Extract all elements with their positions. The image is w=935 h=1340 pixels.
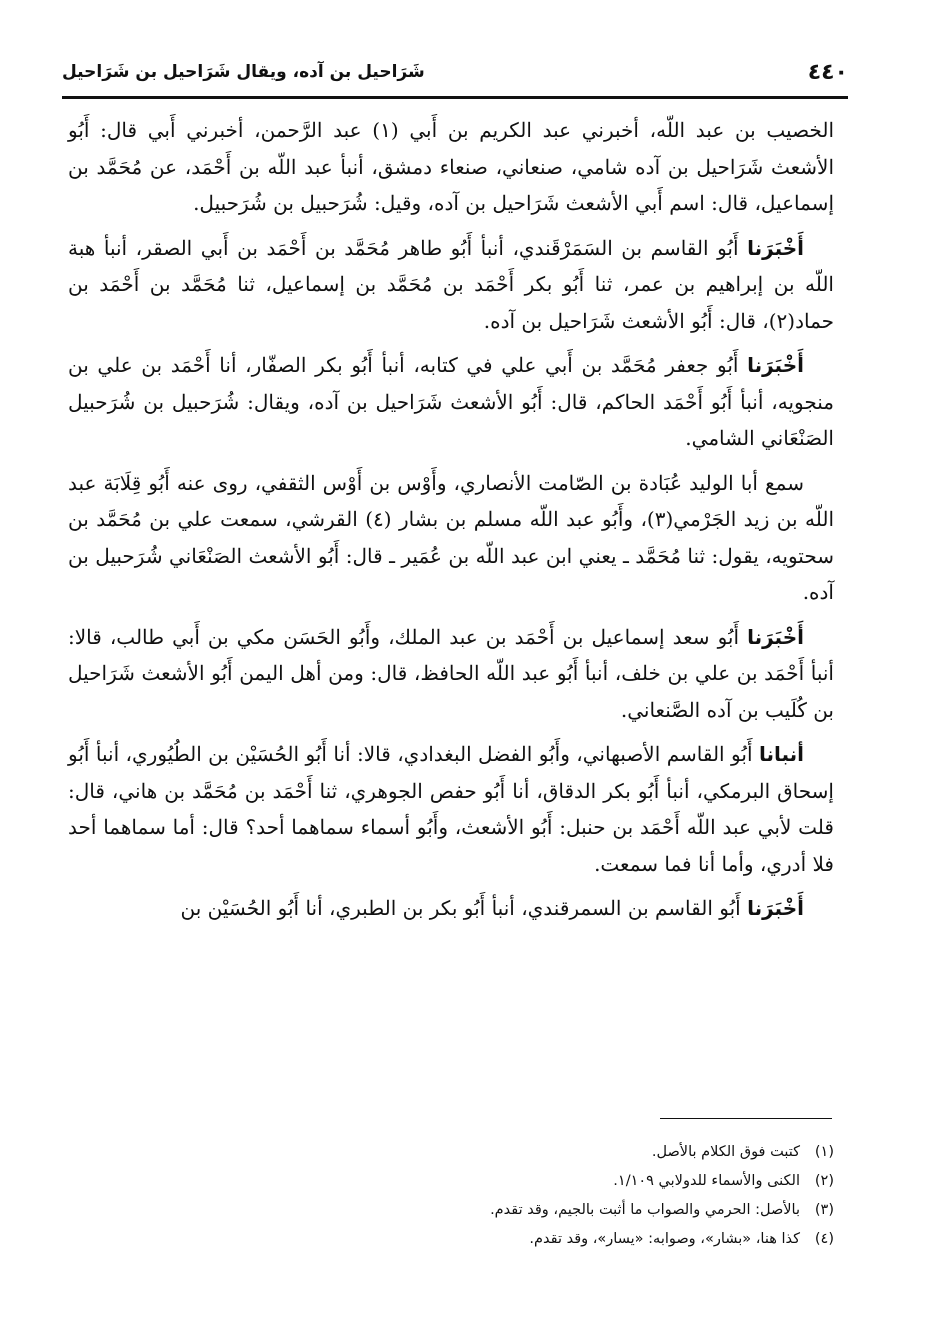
page-header [62, 56, 848, 96]
paragraph-text: أَبُو سعد إسماعيل بن أَحْمَد بن عبد الملك، وأَبُو الحَسَن مكي بن أَبي طالب، قالا: أنبأ أَحْمَد بن علي بن خلف، أنبأ أَبُو عبد اللّه الحافظ، قال: ومن أهل اليمن أَبُو الأشعث شَرَاحيل بن كُلَيب بن آده الصَّنعاني. [68, 624, 834, 722]
paragraph-text: أَبُو القاسم بن السمرقندي، أنبأ أَبُو بكر بن الطبري، أنا أَبُو الحُسَيْن بن [180, 896, 748, 920]
paragraph-text: الخصيب بن عبد اللّه، أخبرني عبد الكريم بن أَبي (١) عبد الرَّحمن، أخبرني أَبي قال: أَبُو الأشعث شَرَاحيل بن آده شامي، صنعاني، صنعاء دمشق، أنبأ عبد اللّه بن أَحْمَد، عن مُحَمَّد بن إسماعيل، قال: اسم أَبي الأشعث شَرَاحيل بن آده، وقيل: شُرَحبيل بن شُرَحبيل. [68, 118, 835, 215]
paragraph-7 [68, 890, 834, 927]
footnote-rule [660, 1118, 832, 1119]
main-text [68, 112, 834, 935]
footnote-number: (١) [814, 1144, 834, 1160]
lead-word: أَخْبَرَنا [747, 235, 805, 260]
paragraph-1 [68, 112, 834, 222]
footnote-number: (٣) [814, 1202, 834, 1218]
paragraph-text: أَبُو جعفر مُحَمَّد بن أَبي علي في كتابه، أنبأ أَبُو بكر الصفّار، أنا أَحْمَد بن علي بن منجويه، أنبأ أَبُو أَحْمَد الحاكم، قال: أَبُو الأشعث شَرَاحيل بن آده، ويقال: شُرَحبيل بن شُرَحبيل الصَنْعَاني الشامي. [68, 353, 834, 450]
footnote-text: الكنى والأسماء للدولابي ١/١٠٩. [613, 1173, 800, 1189]
header-rule [62, 96, 848, 99]
footnote-text: بالأصل: الحرمي والصواب ما أثبت بالجيم، وقد تقدم. [490, 1202, 800, 1218]
page-number: ٤٤٠ [807, 60, 848, 85]
lead-word: أَخْبَرَنا [747, 624, 804, 649]
lead-word: أنبانا [758, 742, 804, 766]
footnotes [200, 1138, 834, 1254]
lead-word: أَخْبَرَنا [747, 353, 804, 377]
footnote-text: كذا هنا، «بشار»، وصوابه: «يسار»، وقد تقدم. [529, 1231, 800, 1247]
footnote-text: كتبت فوق الكلام بالأصل. [651, 1144, 800, 1160]
footnote-2 [200, 1167, 834, 1196]
paragraph-6 [68, 736, 834, 882]
running-title: شَرَاحيل بن آده، ويقال شَرَاحيل بن شَرَاحيل [62, 62, 425, 82]
footnote-1 [200, 1138, 834, 1167]
footnote-4 [200, 1225, 834, 1254]
footnote-number: (٤) [814, 1231, 834, 1247]
paragraph-2 [68, 230, 834, 340]
paragraph-3 [68, 347, 834, 457]
paragraph-text: أَبُو القاسم بن السَمَرْقَندي، أنبأ أَبُو طاهر مُحَمَّد بن أَحْمَد بن أَبي الصقر، أنبأ هبة اللّه بن إبراهيم بن عمر، ثنا أَبُو بكر أَحْمَد بن مُحَمَّد بن إسماعيل، ثنا مُحَمَّد بن أَحْمَد بن حماد(٢)، قال: أَبُو الأشعث شَرَاحيل بن آده. [68, 235, 834, 333]
lead-word: أَخْبَرَنا [747, 896, 804, 920]
paragraph-text: أَبُو القاسم الأصبهاني، وأَبُو الفضل البغدادي، قالا: أنا أَبُو الحُسَيْن بن الطُيُوري، أنبأ أَبُو إسحاق البرمكي، أنبأ أَبُو بكر الدقاق، أنا أَبُو حفص الجوهري، ثنا أَحْمَد بن مُحَمَّد بن هاني، قال: قلت لأبي عبد اللّه أَحْمَد بن حنبل: أَبُو الأشعث، وأَبُو أسماء سماهما أحد؟ قال: أما سماهما أحد فلا أدري، وأما أنا فما سمعت. [68, 742, 834, 876]
footnote-3 [200, 1196, 834, 1225]
paragraph-4 [68, 465, 834, 611]
paragraph-5 [68, 619, 834, 729]
paragraph-text: سمع أبا الوليد عُبَادة بن الصّامت الأنصاري، وأَوْس بن أَوْس الثقفي، روى عنه أَبُو قِلَابَة عبد اللّه بن زيد الجَرْمي(٣)، وأَبُو عبد اللّه مسلم بن بشار (٤) القرشي، سمعت علي بن مُحَمَّد بن سحتويه، يقول: ثنا مُحَمَّد ـ يعني ابن عبد اللّه بن عُمَير ـ قال: أَبُو الأشعث الصَنْعَاني شُرَحبيل بن آده. [68, 470, 834, 604]
footnote-number: (٢) [814, 1173, 834, 1189]
